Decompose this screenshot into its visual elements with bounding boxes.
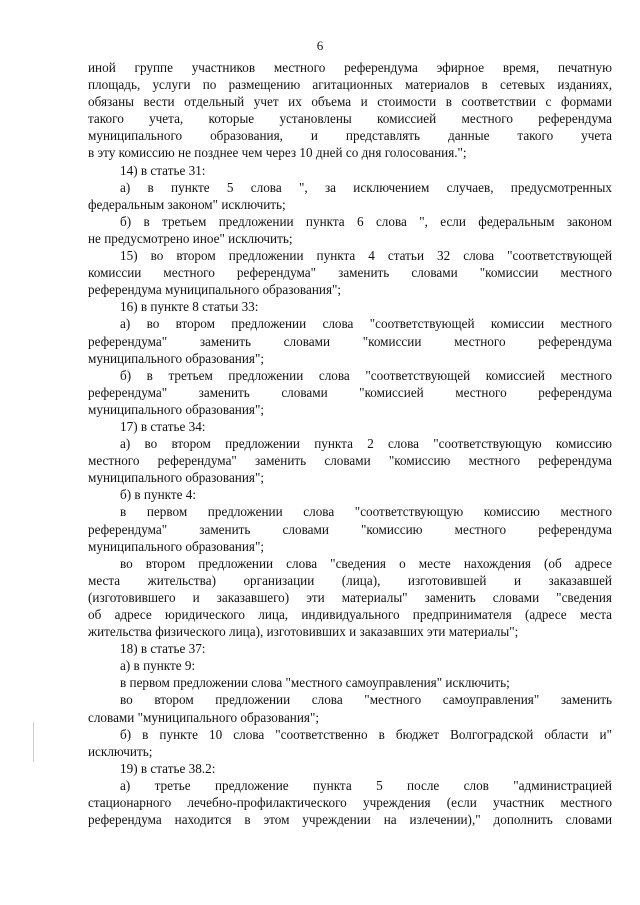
text-line: 14) в статье 31: [120,162,206,178]
text-line: комиссии местного референдума" заменить словами "комиссии местного [88,265,612,281]
text-line: референдума находится в этом учреждении на излечении)," дополнить словами [88,812,612,828]
text-line: федеральным законом" исключить; [88,196,286,212]
text-line: б) в пункте 10 слова "соответственно в бюджет Волгоградской области и" [120,726,612,742]
text-line: а) в пункте 9: [120,658,196,674]
text-line: а) во втором предложении пункта 2 слова "соответствующую комиссию [120,436,612,452]
text-line: в эту комиссию не позднее чем через 10 дней со дня голосования."; [88,145,467,161]
text-line: муниципального образования"; [88,538,265,554]
text-line: места жительства) организации (лица), изготовившей и заказавшей [88,572,612,588]
text-line: во втором предложении слова "сведения о месте нахождения (об адресе [120,555,612,571]
page-number: 6 [316,38,324,53]
text-line: стационарного лечебно-профилактического учреждения (если участник местного [88,795,612,811]
text-line: об адресе юридического лица, индивидуального предпринимателя (адресе места [88,607,612,622]
text-line: (изготовившего и заказавшего) эти материалы" заменить словами "сведения [88,589,612,605]
text-line: 19) в статье 38.2: [120,760,216,776]
text-line: 15) во втором предложении пункта 4 статьи 32 слова "соответствующей [120,248,612,264]
text-line: жительства физического лица), изготовивших и заказавших эти материалы"; [88,624,519,640]
text-line: обязаны вести отдельный учет их объема и стоимости в соответствии с формами [88,94,612,110]
text-line: а) третье предложение пункта 5 после слов "администрацией [120,777,612,793]
text-line: исключить; [88,743,153,759]
text-line: иной группе участников местного референдума эфирное время, печатную [88,60,612,75]
text-line: муниципального образования"; [88,470,265,486]
text-line: такого учета, которые установлены комиссией местного референдума [88,111,612,127]
text-line: не предусмотрено иное" исключить; [88,230,293,246]
text-line: во втором предложении слова "местного самоуправления" заменить [120,692,612,708]
text-line: площадь, услуги по размещению агитационных материалов в сетевых изданиях, [88,77,612,93]
text-line: муниципального образования, и представлять данные такого учета [88,128,612,144]
text-line: 18) в статье 37: [120,641,206,657]
text-line: 17) в статье 34: [120,418,206,434]
text-line: в первом предложении слова "соответствующую комиссию местного [120,504,612,520]
text-line: б) в пункте 4: [120,487,197,503]
text-line: словами "муниципального образования"; [88,709,320,725]
text-line: референдума муниципального образования"; [88,282,342,298]
text-line: а) во втором предложении слова "соответствующей комиссии местного [120,316,612,332]
text-line: в первом предложении слова "местного самоуправления" исключить; [120,675,510,691]
text-line: референдума" заменить словами "комиссии местного референдума [88,333,612,349]
document-body [88,59,612,828]
text-line: а) в пункте 5 слова ", за исключением случаев, предусмотренных [120,179,612,195]
text-line: местного референдума" заменить словами "комиссию местного референдума [88,453,612,469]
text-line: муниципального образования"; [88,350,265,366]
text-line: референдума" заменить словами "комиссией местного референдума [88,384,612,400]
text-line: 16) в пункте 8 статьи 33: [120,299,259,315]
margin-scan-mark [33,722,34,762]
text-line: б) в третьем предложении слова "соответствующей комиссией местного [120,367,612,383]
text-line: референдума" заменить словами "комиссию местного референдума [88,521,612,537]
text-line: муниципального образования"; [88,401,265,417]
text-line: б) в третьем предложении пункта 6 слова ", если федеральным законом [120,213,612,229]
